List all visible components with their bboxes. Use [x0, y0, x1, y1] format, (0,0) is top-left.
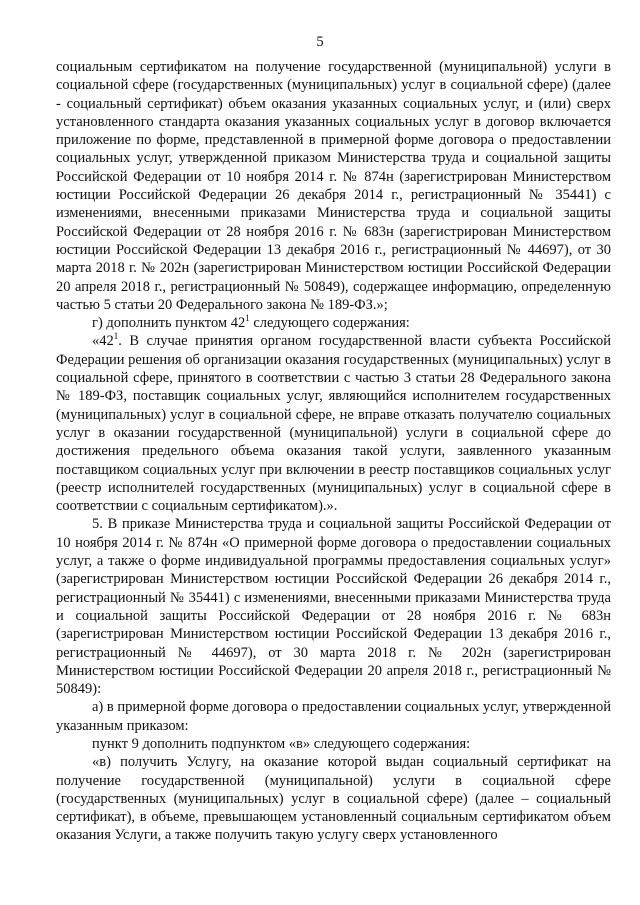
paragraph-amendment-g	[56, 314, 611, 332]
paragraph-item-5: 5. В приказе Министерства труда и социальной защиты Российской Федерации от 10 ноября 2014 г. № 874н «О примерной форме договора о предоставлении социальных услуг, а также о форме индивидуальной программы предоставления социальных услуг» (зарегистрирован Министерством юстиции Российской Федерации 26 декабря 2014 г., регистрационный № 35441) с изменениями, внесенными приказами Министерства труда и социальной защиты Российской Федерации от 28 ноября 2016 г. № 683н (зарегистрирован Министерством юстиции Российской Федерации 13 декабря 2016 г., регистрационный № 44697), от 30 марта 2018 г. № 202н (зарегистрирован Министерством юстиции Российской Федерации 20 апреля 2018 г., регистрационный № 50849):	[56, 516, 611, 698]
paragraph-continuation: социальным сертификатом на получение государственной (муниципальной) услуги в социальной сфере (государственных (муниципальных) услуг в социальной сфере) (далее - социальный сертификат) объем оказания указанных социальных услуг, и (или) сверх установленного стандарта оказания указанных социальных услуг в договор включается приложение по форме, представленной в примерной форме договора о предоставлении социальных услуг, утвержденной приказом Министерства труда и социальной защиты Российской Федерации от 10 ноября 2014 г. № 874н (зарегистрирован Министерством юстиции Российской Федерации 26 декабря 2014 г., регистрационный № 35441) с изменениями, внесенными приказами Министерства труда и социальной защиты Российской Федерации от 28 ноября 2016 г. № 683н (зарегистрирован Министерством юстиции Российской Федерации 13 декабря 2016 г., регистрационный № 44697), от 30 марта 2018 г. № 202н (зарегистрирован Министерством юстиции Российской Федерации 20 апреля 2018 г., регистрационный № 50849), содержащее информацию, определенную частью 5 статьи 20 Федерального закона № 189-ФЗ.»;	[56, 59, 611, 313]
paragraph-point-9: пункт 9 дополнить подпунктом «в» следующего содержания:	[92, 735, 471, 752]
paragraph-subitem-a: а) в примерной форме договора о предоставлении социальных услуг, утвержденной указанным приказом:	[56, 699, 611, 734]
paragraph-subpoint-v: «в) получить Услугу, на оказание которой выдан социальный сертификат на получение государственной (муниципальной) услуги в социальной сфере (государственных (муниципальных) услуг в социальной сфере) (далее – социальный сертификат), в объеме, превышающем установленный социальным сертификатом объем оказания Услуги, а также получить такую услугу сверх установленного	[56, 754, 611, 844]
superscript: 1	[113, 331, 119, 342]
paragraph-text-pre: «42	[92, 333, 114, 350]
superscript: 1	[245, 313, 250, 324]
document-body	[56, 58, 611, 845]
page-number: 5	[316, 34, 324, 50]
paragraph-text-post: следующего содержания:	[249, 315, 410, 332]
paragraph-text-post: . В случае принятия органом государственной власти субъекта Российской Федерации решения об организации оказания государственных (муниципальных) услуг в социальной сфере, принятого в соответствии с частью 3 статьи 28 Федерального закона № 189-ФЗ, поставщик социальных услуг, являющийся исполнителем государственных (муниципальных) услуг в социальной сфере, не вправе отказать получателю социальных услуг в оказании государственной (муниципальной) услуги в социальной сфере до достижения предельного объема оказания такой услуги, заявленного указанным поставщиком социальных услуг при включении в реестр поставщиков социальных услуг (реестр исполнителей государственных (муниципальных) услуг в социальной сфере в соответствии с социальным сертификатом).».	[56, 333, 611, 515]
paragraph-text-pre: г) дополнить пунктом 42	[92, 315, 246, 332]
paragraph-clause-42-1	[56, 332, 611, 515]
